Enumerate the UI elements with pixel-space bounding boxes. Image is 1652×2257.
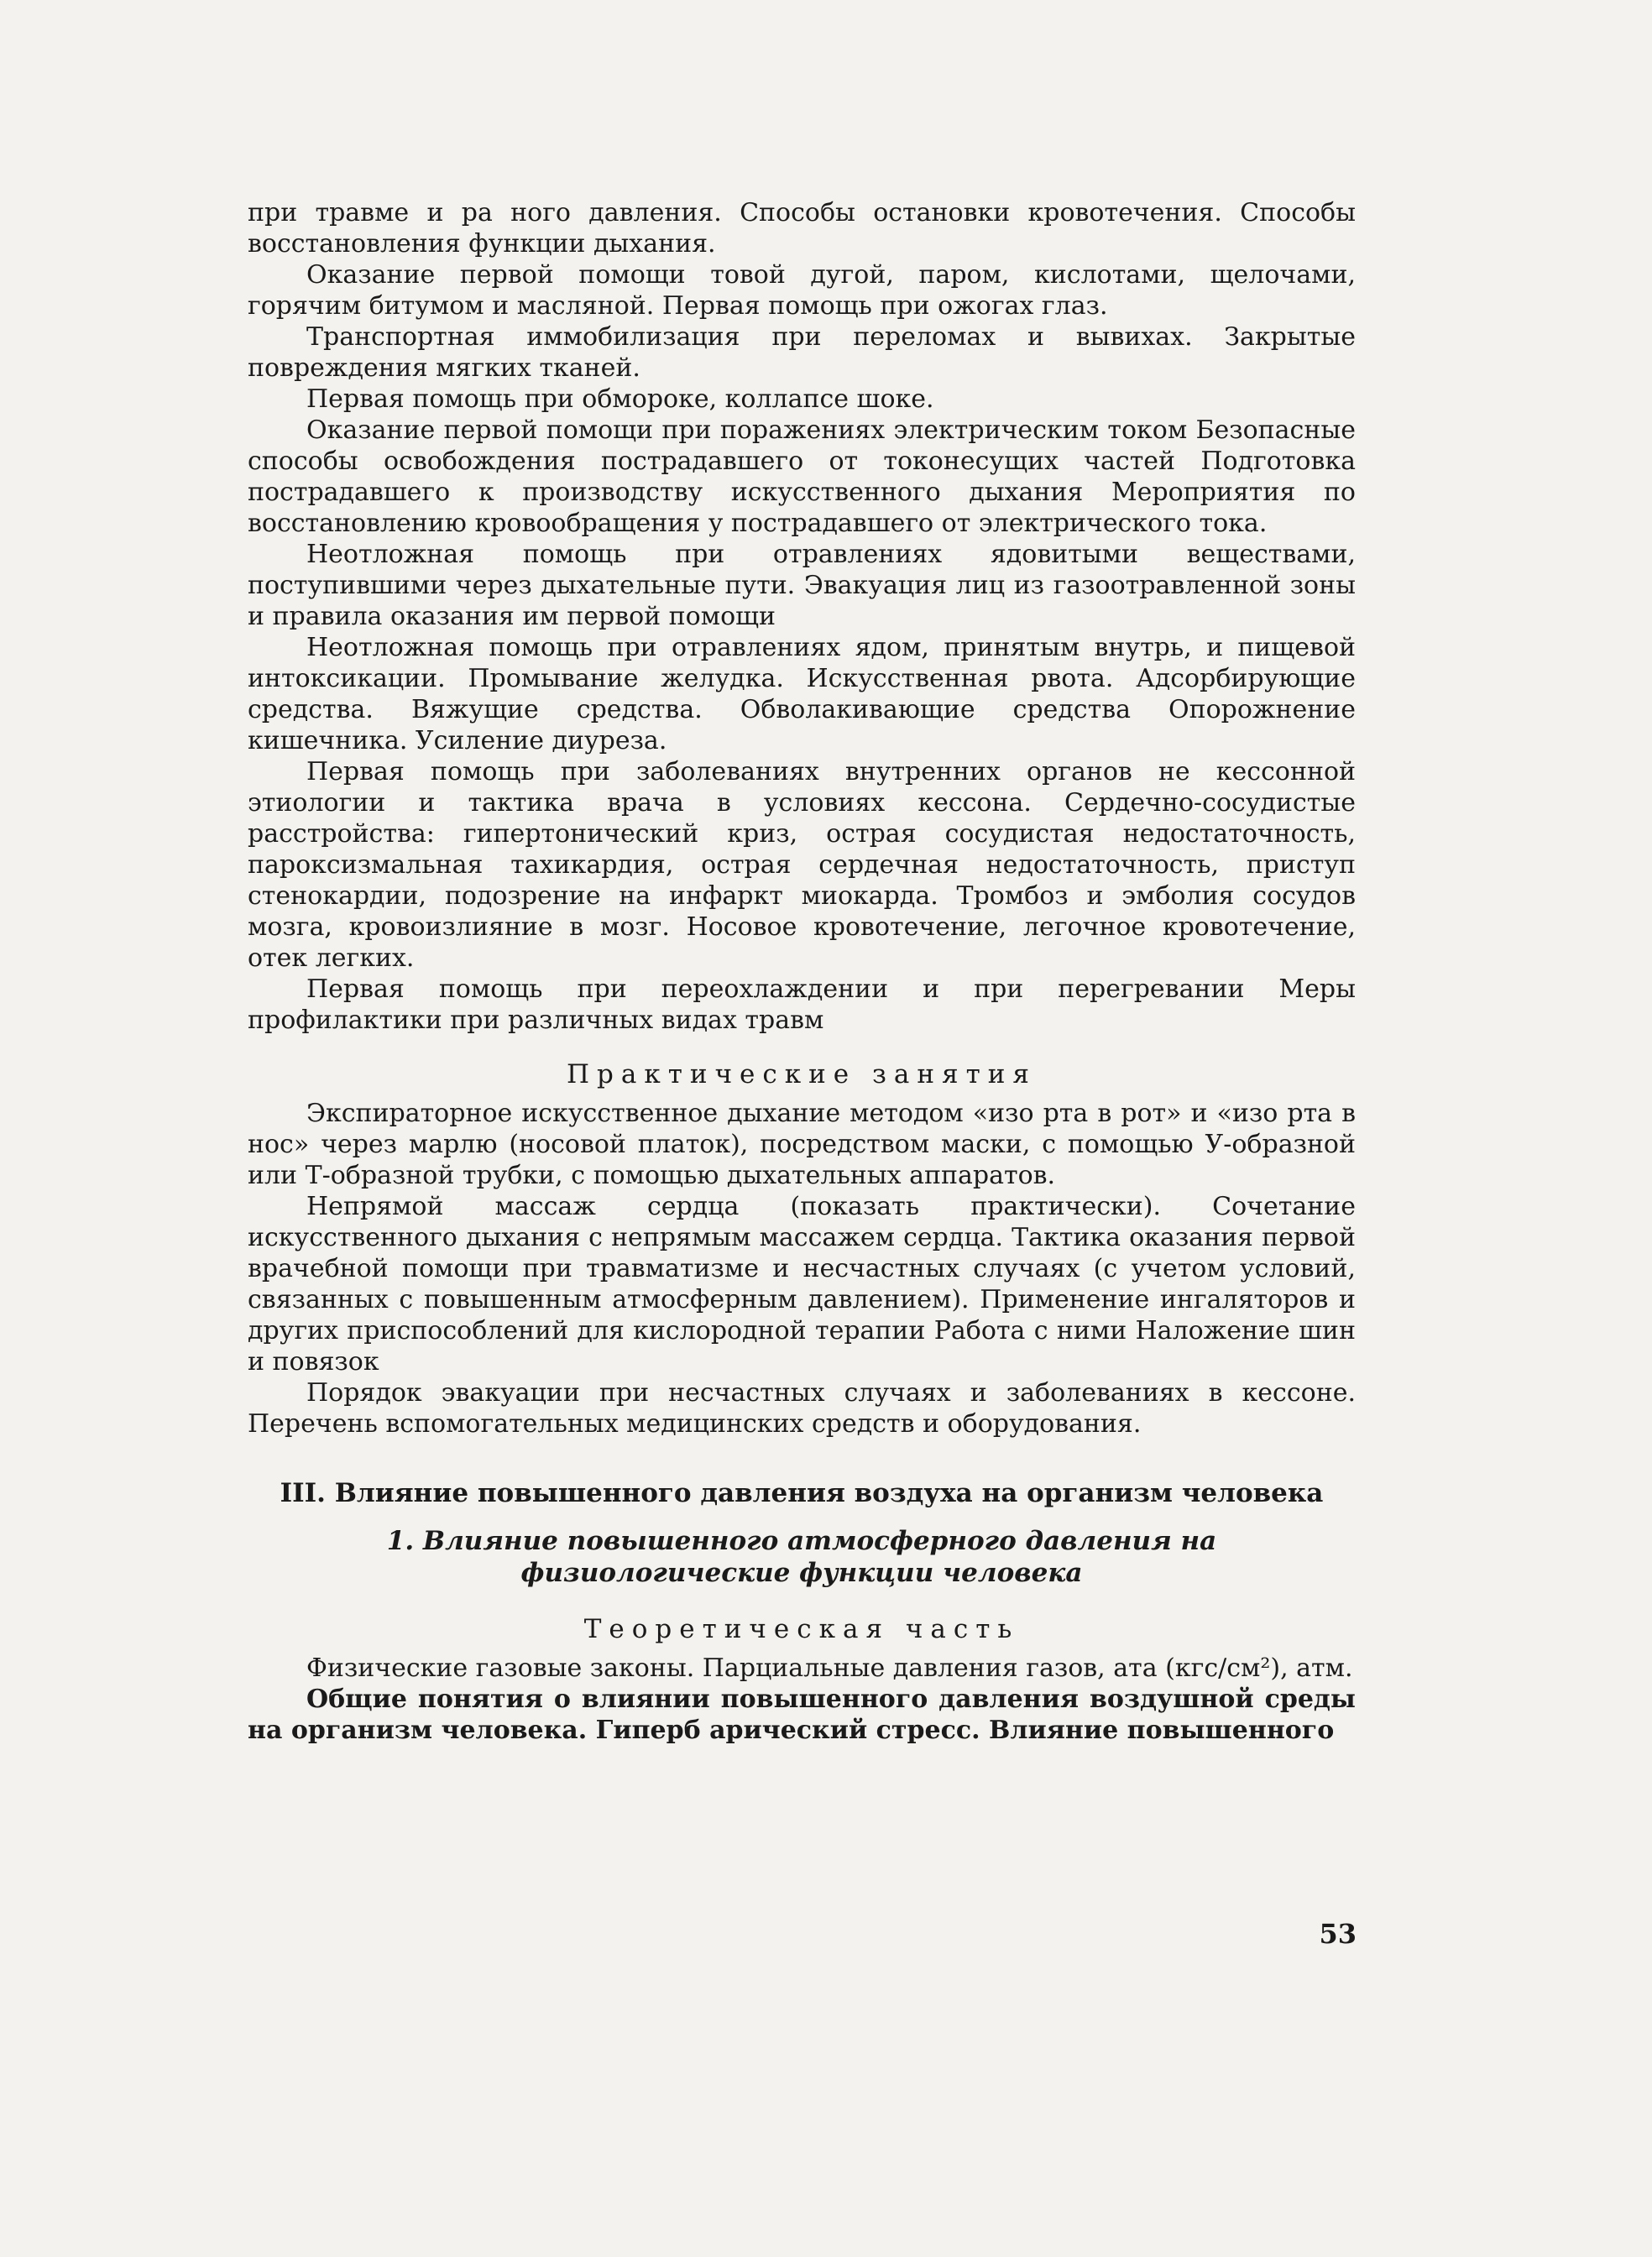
paragraph: Транспортная иммобилизация при переломах и вывихах. Закрытые повреждения мягких тканей. bbox=[248, 322, 1356, 383]
paragraph: Первая помощь при заболеваниях внутренних органов не кессонной этиологии и тактика врача в условиях кессона. Сердечно-сосудистые расстройства: гипертонический криз, острая сосудистая недостаточность, пароксизмальная тахикардия, острая сердечная недостаточность, приступ стенокардии, подозрение на инфаркт миокарда. Тромбоз и эмболия сосудов мозга, кровоизлияние в мозг. Носовое кровотечение, легочное кровотечение, отек легких. bbox=[248, 757, 1356, 973]
paragraph: Неотложная помощь при отравлениях ядовитыми веществами, поступившими через дыхательные пути. Эвакуация лиц из газоотравленной зоны и правила оказания им первой помощи bbox=[248, 540, 1356, 631]
paragraph: Первая помощь при обмороке, коллапсе шоке. bbox=[306, 384, 934, 414]
paragraph: Общие понятия о влиянии повышенного давления воздушной среды на организм человека. Гиперб арический стресс. Влияние повышенного bbox=[248, 1685, 1356, 1745]
subchapter-heading: 1. Влияние повышенного атмосферного давления на физиологические функции человека bbox=[386, 1526, 1217, 1588]
first-aid-paragraphs bbox=[248, 197, 1356, 1036]
practical-section-heading: Практические занятия bbox=[567, 1059, 1037, 1089]
paragraph: Непрямой массаж сердца (показать практически). Сочетание искусственного дыхания с непрямым массажем сердца. Тактика оказания первой врачебной помощи при травматизме и несчастных случаях (с учетом условий, связанных с повышенным атмосферным давлением). Применение ингаляторов и других приспособлений для кислородной терапии Работа с ними Наложение шин и повязок bbox=[248, 1192, 1356, 1377]
paragraph: Неотложная помощь при отравлениях ядом, принятым внутрь, и пищевой интоксикации. Промывание желудка. Искусственная рвота. Адсорбирующие средства. Вяжущие средства. Обволакивающие средства Опорожнение кишечника. Усиление диуреза. bbox=[248, 633, 1356, 755]
paragraph: Экспираторное искусственное дыхание методом «изо рта в рот» и «изо рта в нос» через марлю (носовой платок), посредством маски, с помощью У-образной или Т-образной трубки, с помощью дыхательных аппаратов. bbox=[248, 1099, 1356, 1190]
paragraph: Оказание первой помощи товой дугой, паром, кислотами, щелочами, горячим битумом и масляной. Первая помощь при ожогах глаз. bbox=[248, 260, 1356, 321]
paragraph: Оказание первой помощи при поражениях электрическим током Безопасные способы освобождения пострадавшего от токонесущих частей Подготовка пострадавшего к производству искусственного дыхания Мероприятия по восстановлению кровообращения у пострадавшего от электрического тока. bbox=[248, 415, 1356, 538]
chapter-heading: III. Влияние повышенного давления воздуха на организм человека bbox=[280, 1478, 1324, 1508]
theory-paragraphs bbox=[248, 1653, 1356, 1746]
theory-section-heading: Теоретическая часть bbox=[583, 1614, 1020, 1644]
paragraph: Первая помощь при переохлаждении и при перегревании Меры профилактики при различных видах травм bbox=[248, 974, 1356, 1035]
paragraph: Порядок эвакуации при несчастных случаях и заболеваниях в кессоне. Перечень вспомогательных медицинских средств и оборудования. bbox=[248, 1378, 1356, 1439]
paragraph: при травме и ра ного давления. Способы остановки кровотечения. Способы восстановления функции дыхания. bbox=[248, 198, 1356, 259]
paragraph: Физические газовые законы. Парциальные давления газов, ата (кгс/см²), атм. bbox=[306, 1654, 1353, 1683]
practical-paragraphs bbox=[248, 1098, 1356, 1439]
page-content bbox=[248, 197, 1356, 1746]
page-number: 53 bbox=[1319, 1918, 1357, 1950]
